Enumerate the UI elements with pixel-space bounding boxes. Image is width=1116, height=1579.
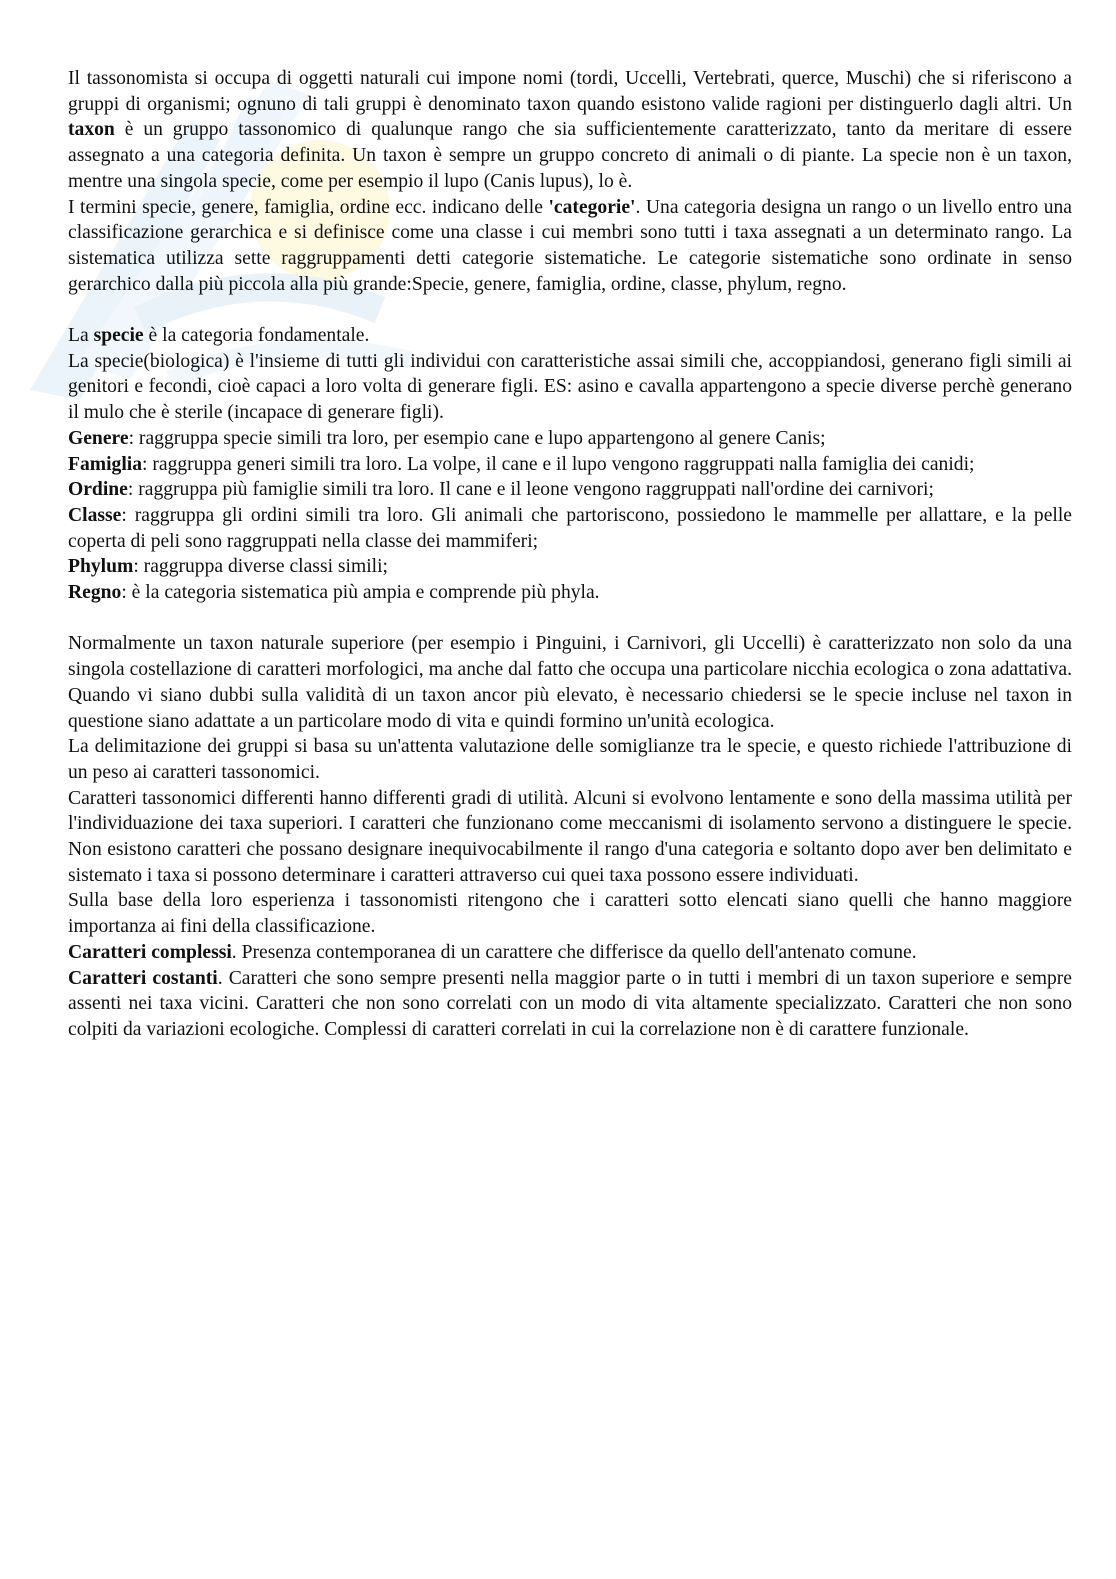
term-caratteri-complessi: Caratteri complessi bbox=[68, 941, 232, 963]
definition-ordine: Ordine: raggruppa più famiglie simili tra loro. Il cane e il leone vengono raggruppati nall'ordine dei carnivori; bbox=[68, 479, 934, 501]
definition-famiglia: Famiglia: raggruppa generi simili tra loro. La volpe, il cane e il lupo vengono raggruppati nalla famiglia dei canidi; bbox=[68, 453, 975, 475]
paragraph-caratteri-complessi: Caratteri complessi. Presenza contemporanea di un carattere che differisce da quello dell'antenato comune. bbox=[68, 941, 917, 963]
paragraph-taxon-superiore: Normalmente un taxon naturale superiore (per esempio i Pinguini, i Carnivori, gli Uccelli) è caratterizzato non solo da una singola costellazione di caratteri morfologici, ma anche dal fatto che occupa una particolare nicchia ecologica o zona adattativa. Quando vi siano dubbi sulla validità di un taxon ancor più elevato, è necessario chiedersi se le specie incluse nel taxon in questione siano adattate a un particolare modo di vita e quindi formino un'unità ecologica. bbox=[68, 633, 1072, 732]
term-famiglia: Famiglia bbox=[68, 453, 143, 475]
term-caratteri-costanti: Caratteri costanti bbox=[68, 967, 218, 989]
paragraph-taxon: Il tassonomista si occupa di oggetti naturali cui impone nomi (tordi, Uccelli, Vertebrati, querce, Muschi) che si riferiscono a gruppi di organismi; ognuno di tali gruppi è denominato taxon quando esistono valide ragioni per distinguerlo dagli altri. Un taxon è un gruppo tassonomico di qualunque rango che sia sufficientemente caratterizzato, tanto da meritare di essere assegnato a una categoria definita. Un taxon è sempre un gruppo concreto di animali o di piante. La specie non è un taxon, mentre una singola specie, come per esempio il lupo (Canis lupus), lo è. bbox=[68, 68, 1072, 192]
term-categorie: 'categorie' bbox=[548, 196, 636, 218]
term-phylum: Phylum bbox=[68, 556, 134, 578]
term-regno: Regno bbox=[68, 582, 122, 604]
document-body bbox=[68, 66, 1072, 1043]
paragraph-delimitazione: La delimitazione dei gruppi si basa su un'attenta valutazione delle somiglianze tra le specie, e questo richiede l'attribuzione di un peso ai caratteri tassonomici. bbox=[68, 736, 1072, 783]
definition-regno: Regno: è la categoria sistematica più ampia e comprende più phyla. bbox=[68, 582, 600, 604]
term-specie: specie bbox=[93, 325, 144, 347]
term-taxon: taxon bbox=[68, 119, 115, 141]
paragraph-spacer bbox=[68, 297, 1072, 323]
paragraph-specie-definition: La specie(biologica) è l'insieme di tutti gli individui con caratteristiche assai simili che, accoppiandosi, generano figli simili ai genitori e fecondi, cioè capaci a loro volta di generare figli. ES: asino e cavalla appartengono a specie diverse perchè generano il mulo che è sterile (incapace di generare figli). bbox=[68, 350, 1072, 424]
paragraph-categorie: I termini specie, genere, famiglia, ordine ecc. indicano delle 'categorie'. Una categoria designa un rango o un livello entro una classificazione gerarchica e si definisce come una classe i cui membri sono tutti i taxa assegnati a un determinato rango. La sistematica utilizza sette raggruppamenti detti categorie sistematiche. Le categorie sistematiche sono ordinate in senso gerarchico dalla più piccola alla più grande:Specie, genere, famiglia, ordine, classe, phylum, regno. bbox=[68, 196, 1072, 295]
paragraph-spacer bbox=[68, 606, 1072, 632]
definition-phylum: Phylum: raggruppa diverse classi simili; bbox=[68, 556, 388, 578]
definition-classe: Classe: raggruppa gli ordini simili tra loro. Gli animali che partoriscono, possiedono le mammelle per allattare, e la pelle coperta di peli sono raggruppati nella classe dei mammiferi; bbox=[68, 504, 1072, 552]
term-ordine: Ordine bbox=[68, 479, 128, 501]
definition-genere: Genere: raggruppa specie simili tra loro, per esempio cane e lupo appartengono al genere Canis; bbox=[68, 427, 826, 449]
term-classe: Classe bbox=[68, 504, 122, 526]
paragraph-esperienza: Sulla base della loro esperienza i tassonomisti ritengono che i caratteri sotto elencati siano quelli che hanno maggiore importanza ai fini della classificazione. bbox=[68, 890, 1072, 938]
paragraph-caratteri-tassonomici: Caratteri tassonomici differenti hanno differenti gradi di utilità. Alcuni si evolvono lentamente e sono della massima utilità per l'individuazione dei taxa superiori. I caratteri che funzionano come meccanismi di isolamento servono a distinguere le specie. Non esistono caratteri che possano designare inequivocabilmente il rango d'una categoria e soltanto dopo aver ben delimitato e sistemato i taxa si possono determinare i caratteri attraverso cui quei taxa possono essere individuati. bbox=[68, 787, 1072, 886]
paragraph-specie: La specie è la categoria fondamentale. bbox=[68, 325, 370, 347]
term-genere: Genere bbox=[68, 427, 129, 449]
paragraph-caratteri-costanti: Caratteri costanti. Caratteri che sono sempre presenti nella maggior parte o in tutti i membri di un taxon superiore e sempre assenti nei taxa vicini. Caratteri che non sono correlati con un modo di vita altamente specializzato. Caratteri che non sono colpiti da variazioni ecologiche. Complessi di caratteri correlati in cui la correlazione non è di carattere funzionale. bbox=[68, 967, 1072, 1040]
